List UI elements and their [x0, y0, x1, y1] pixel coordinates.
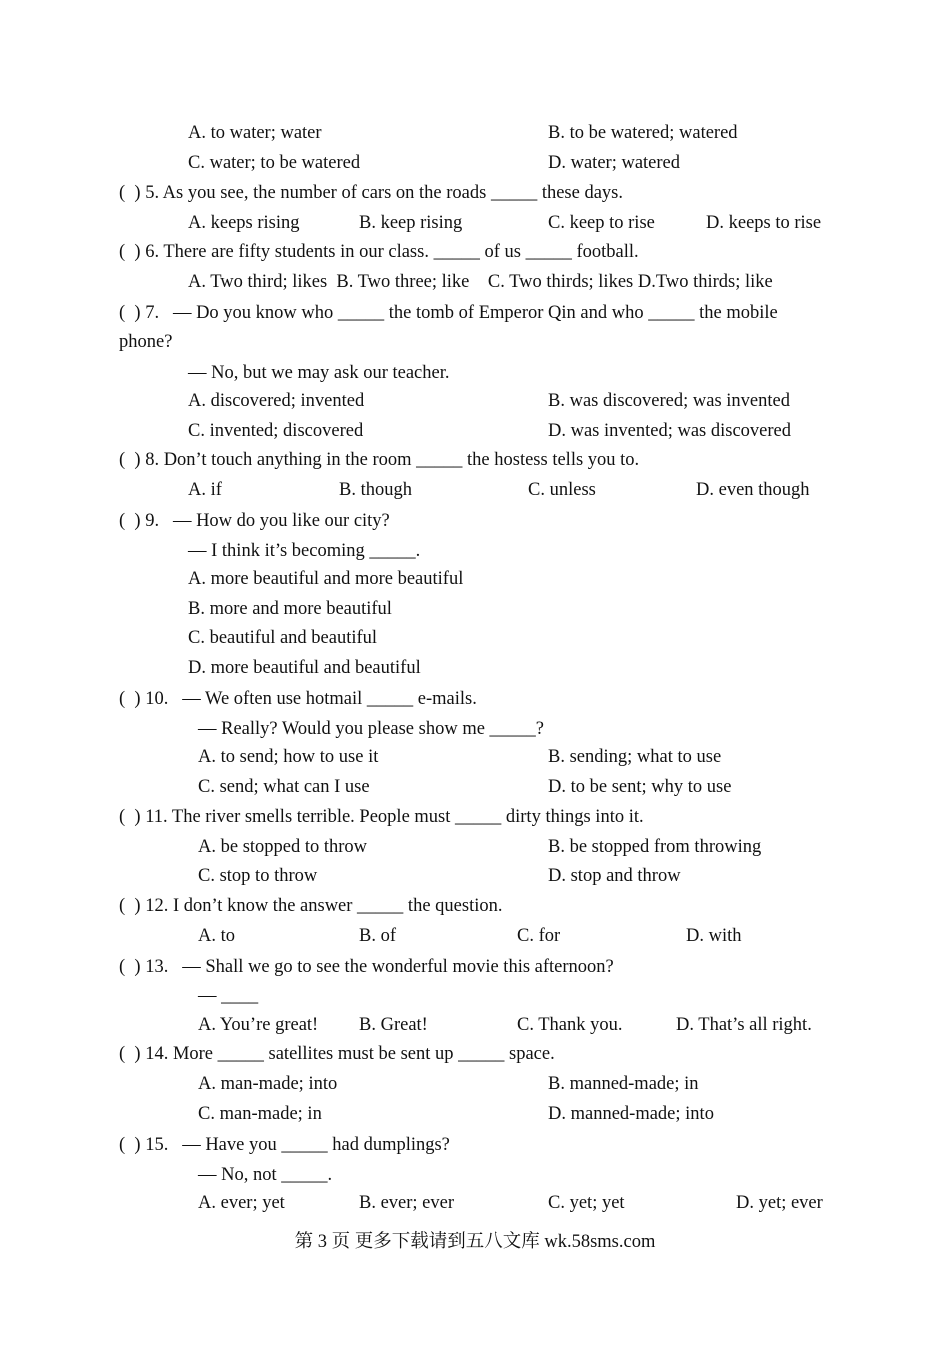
q11-option-a: A. be stopped to throw: [198, 837, 368, 857]
q9-option-b: B. more and more beautiful: [188, 599, 392, 619]
q5-option-a: A. keeps rising: [188, 213, 300, 233]
q12-option-c: C. for: [517, 926, 561, 946]
q8-stem: ( ) 8. Don’t touch anything in the room _____ the hostess tells you to.: [119, 450, 640, 470]
q7-option-c: C. invented; discovered: [188, 421, 364, 441]
q8-option-a: A. if: [188, 480, 222, 500]
q8-option-d: D. even though: [696, 480, 810, 500]
q13-reply: — ____: [198, 986, 259, 1006]
q9-stem: ( ) 9. — How do you like our city?: [119, 511, 390, 531]
q14-option-b: B. manned-made; in: [548, 1074, 699, 1094]
q10-option-b: B. sending; what to use: [548, 747, 722, 767]
q4-option-c: C. water; to be watered: [188, 153, 361, 173]
q12-option-d: D. with: [686, 926, 742, 946]
q15-option-b: B. ever; ever: [359, 1193, 455, 1213]
q7-option-d: D. was invented; was discovered: [548, 421, 792, 441]
q14-stem: ( ) 14. More _____ satellites must be sent up _____ space.: [119, 1044, 555, 1064]
q8-option-b: B. though: [339, 480, 412, 500]
q14-option-d: D. manned-made; into: [548, 1104, 714, 1124]
q5-option-b: B. keep rising: [359, 213, 463, 233]
q7-option-a: A. discovered; invented: [188, 391, 365, 411]
q10-stem: ( ) 10. — We often use hotmail _____ e-mails.: [119, 689, 477, 709]
q10-option-c: C. send; what can I use: [198, 777, 370, 797]
q12-option-a: A. to: [198, 926, 235, 946]
q7-stem: ( ) 7. — Do you know who _____ the tomb of Emperor Qin and who _____ the mobile: [119, 303, 778, 323]
q4-option-d: D. water; watered: [548, 153, 681, 173]
q11-option-c: C. stop to throw: [198, 866, 318, 886]
q10-option-d: D. to be sent; why to use: [548, 777, 732, 797]
q5-option-d: D. keeps to rise: [706, 213, 822, 233]
q14-option-c: C. man-made; in: [198, 1104, 322, 1124]
q5-option-c: C. keep to rise: [548, 213, 655, 233]
q15-option-d: D. yet; ever: [736, 1193, 823, 1213]
q11-option-d: D. stop and throw: [548, 866, 681, 886]
q11-option-b: B. be stopped from throwing: [548, 837, 762, 857]
q9-reply: — I think it’s becoming _____.: [188, 541, 421, 561]
q14-option-a: A. man-made; into: [198, 1074, 338, 1094]
q11-stem: ( ) 11. The river smells terrible. People must _____ dirty things into it.: [119, 807, 644, 827]
q6-stem: ( ) 6. There are fifty students in our class. _____ of us _____ football.: [119, 242, 639, 262]
q13-stem: ( ) 13. — Shall we go to see the wonderful movie this afternoon?: [119, 957, 614, 977]
q15-option-a: A. ever; yet: [198, 1193, 285, 1213]
q7-option-b: B. was discovered; was invented: [548, 391, 790, 411]
q7-reply: — No, but we may ask our teacher.: [188, 363, 450, 383]
q9-option-d: D. more beautiful and beautiful: [188, 658, 421, 678]
q6-options: A. Two third; likes B. Two three; like C. Two thirds; likes D.Two thirds; like: [188, 272, 773, 292]
q10-reply: — Really? Would you please show me _____?: [198, 719, 545, 739]
q13-option-c: C. Thank you.: [517, 1015, 623, 1035]
q15-option-c: C. yet; yet: [548, 1193, 625, 1213]
q5-stem: ( ) 5. As you see, the number of cars on the roads _____ these days.: [119, 183, 624, 203]
q8-option-c: C. unless: [528, 480, 596, 500]
q15-stem: ( ) 15. — Have you _____ had dumplings?: [119, 1135, 450, 1155]
q10-option-a: A. to send; how to use it: [198, 747, 379, 767]
q13-option-d: D. That’s all right.: [676, 1015, 812, 1035]
page-footer: 第 3 页 更多下载请到五八文库 wk.58sms.com: [294, 1232, 656, 1252]
q4-option-a: A. to water; water: [188, 123, 322, 143]
q12-option-b: B. of: [359, 926, 396, 946]
q13-option-b: B. Great!: [359, 1015, 428, 1035]
q13-option-a: A. You’re great!: [198, 1015, 319, 1035]
q9-option-a: A. more beautiful and more beautiful: [188, 569, 464, 589]
q7-stem-cont: phone?: [119, 332, 173, 352]
q9-option-c: C. beautiful and beautiful: [188, 628, 378, 648]
q15-reply: — No, not _____.: [198, 1165, 333, 1185]
q4-option-b: B. to be watered; watered: [548, 123, 738, 143]
q12-stem: ( ) 12. I don’t know the answer _____ the question.: [119, 896, 503, 916]
